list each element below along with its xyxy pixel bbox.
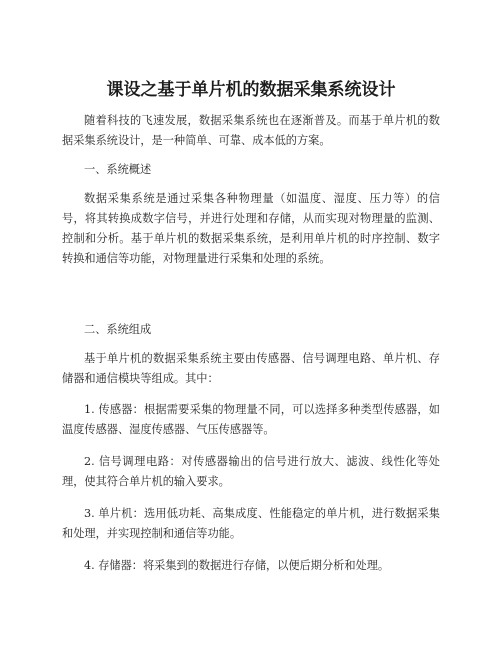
intro-paragraph: 随着科技的飞速发展，数据采集系统也在逐渐普及。而基于单片机的数据采集系统设计，是一种简单、可靠、成本低的方案。	[62, 114, 440, 147]
overview-paragraph: 数据采集系统是通过采集各种物理量（如温度、湿度、压力等）的信号，将其转换成数字信号，并进行处理和存储，从而实现对物理量的监测、控制和分析。基于单片机的数据采集系统，是利用单片机的时序控制、数字转换和通信等功能，对物理量进行采集和处理的系统。	[62, 192, 440, 265]
list-item-signal-conditioning: 2. 信号调理电路：对传感器输出的信号进行放大、滤波、线性化等处理，使其符合单片机的输入要求。	[62, 455, 440, 488]
list-item-sensor: 1. 传感器：根据需要采集的物理量不同，可以选择多种类型传感器，如温度传感器、湿度传感器、气压传感器等。	[62, 403, 440, 436]
section-heading-composition: 二、系统组成	[84, 323, 152, 336]
list-item-storage: 4. 存储器：将采集到的数据进行存储，以便后期分析和处理。	[84, 559, 390, 572]
document-title: 课设之基于单片机的数据采集系统设计	[106, 80, 396, 100]
composition-paragraph: 基于单片机的数据采集系统主要由传感器、信号调理电路、单片机、存储器和通信模块等组成。其中：	[62, 352, 440, 385]
section-heading-overview: 一、系统概述	[84, 163, 152, 176]
list-item-mcu: 3. 单片机：选用低功耗、高集成度、性能稳定的单片机，进行数据采集和处理，并实现控制和通信等功能。	[62, 507, 440, 540]
